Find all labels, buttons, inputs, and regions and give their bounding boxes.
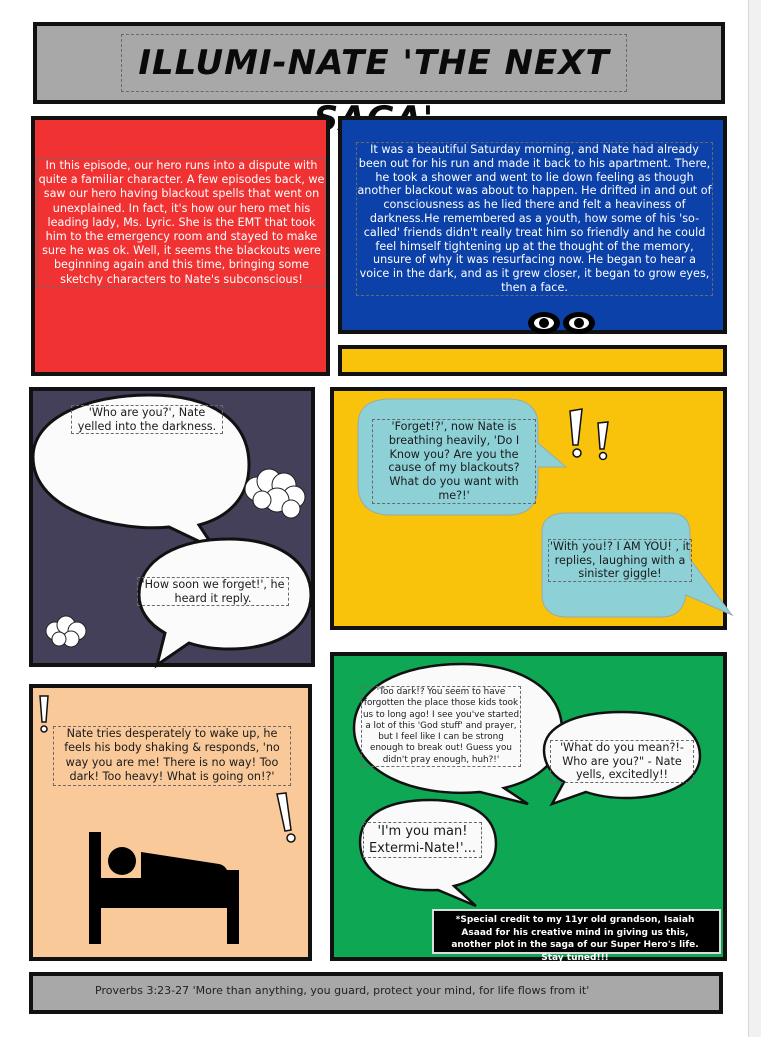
bubble-exterminate: 'I'm you man! Extermi-Nate!'...	[363, 822, 482, 858]
exclamation-icon	[570, 409, 608, 460]
yellow-strip-panel	[338, 345, 727, 376]
credit-note	[432, 909, 721, 963]
bed-icon	[89, 832, 239, 944]
bubble-how-soon: 'How soon we forget!', he heard it reply.	[137, 577, 289, 606]
bubble-forget: 'Forget!?', now Nate is breathing heavily, 'Do I Know you? Are you the cause of my blackouts? What do you want with me?!'	[372, 419, 536, 504]
dialogue-panel	[330, 387, 727, 630]
wake-up-text: Nate tries desperately to wake up, he feels his body shaking & responds, 'no way you are me! There is no way! Too dark! Too heavy! What is going on!?'	[53, 726, 291, 786]
footer-verse: Proverbs 3:23-27 'More than anything, you guard, protect your mind, for life flows from it'	[95, 984, 590, 997]
page-title: ILLUMI-NATE 'THE NEXT	[121, 34, 627, 92]
wake-up-panel	[29, 684, 312, 961]
bubble-who-are-you: 'Who are you?', Nate yelled into the darkness.	[71, 405, 223, 434]
intro-panel	[31, 116, 330, 376]
footer-banner	[29, 972, 723, 1014]
story-panel	[338, 116, 727, 334]
credit-text: *Special credit to my 11yr old grandson, Isaiah Asaad for his creative mind in giving us this, another plot in the saga of our Super Hero's life. Stay tuned!!!	[451, 915, 699, 963]
page-scrollbar[interactable]	[748, 0, 761, 1037]
eyes-icon	[527, 310, 597, 336]
title-banner	[33, 22, 725, 104]
intro-text: In this episode, our hero runs into a dispute with quite a familiar character. A few episodes back, we saw our hero having blackout spells that went on unexplained. In fact, it's how our hero met his leading lady, Ms. Lyric. She is the EMT that took him to the emergency room and stayed to make sure he was ok. Well, it seems the blackouts were beginning again and this time, bringing some sketchy characters to Nate's subconscious!	[37, 158, 326, 288]
story-text: It was a beautiful Saturday morning, and Nate had already been out for his run and made it back to his apartment. There, he took a shower and went to lie down feeling as though another blackout was about to happen. He drifted in and out of consciousness as he lied there and felt a heaviness of darkness.He remembered as a youth, how some of his 'so-called' friends didn't really treat him so friendly and he could feel himself tightening up at the thought of the memory, unsure of why it was resurfacing now. He began to hear a voice in the dark, and as it grew closer, it began to grow eyes, then a face.	[357, 143, 712, 294]
bubble-what-do-you-mean: 'What do you mean?!- Who are you?" - Nate yells, excitedly!!	[550, 740, 694, 783]
bubble-too-dark: 'Too dark!? You seem to have forgotten the place those kids took us to long ago! I see you've started a lot of this 'God stuff' and prayer, but I feel like I can be strong enough to break out! Guess you didn't pray enough, huh?!'	[361, 686, 521, 767]
darkness-panel	[29, 387, 315, 667]
bubble-with-you: 'With you!? I AM YOU! , it replies, laughing with a sinister giggle!	[549, 540, 691, 581]
